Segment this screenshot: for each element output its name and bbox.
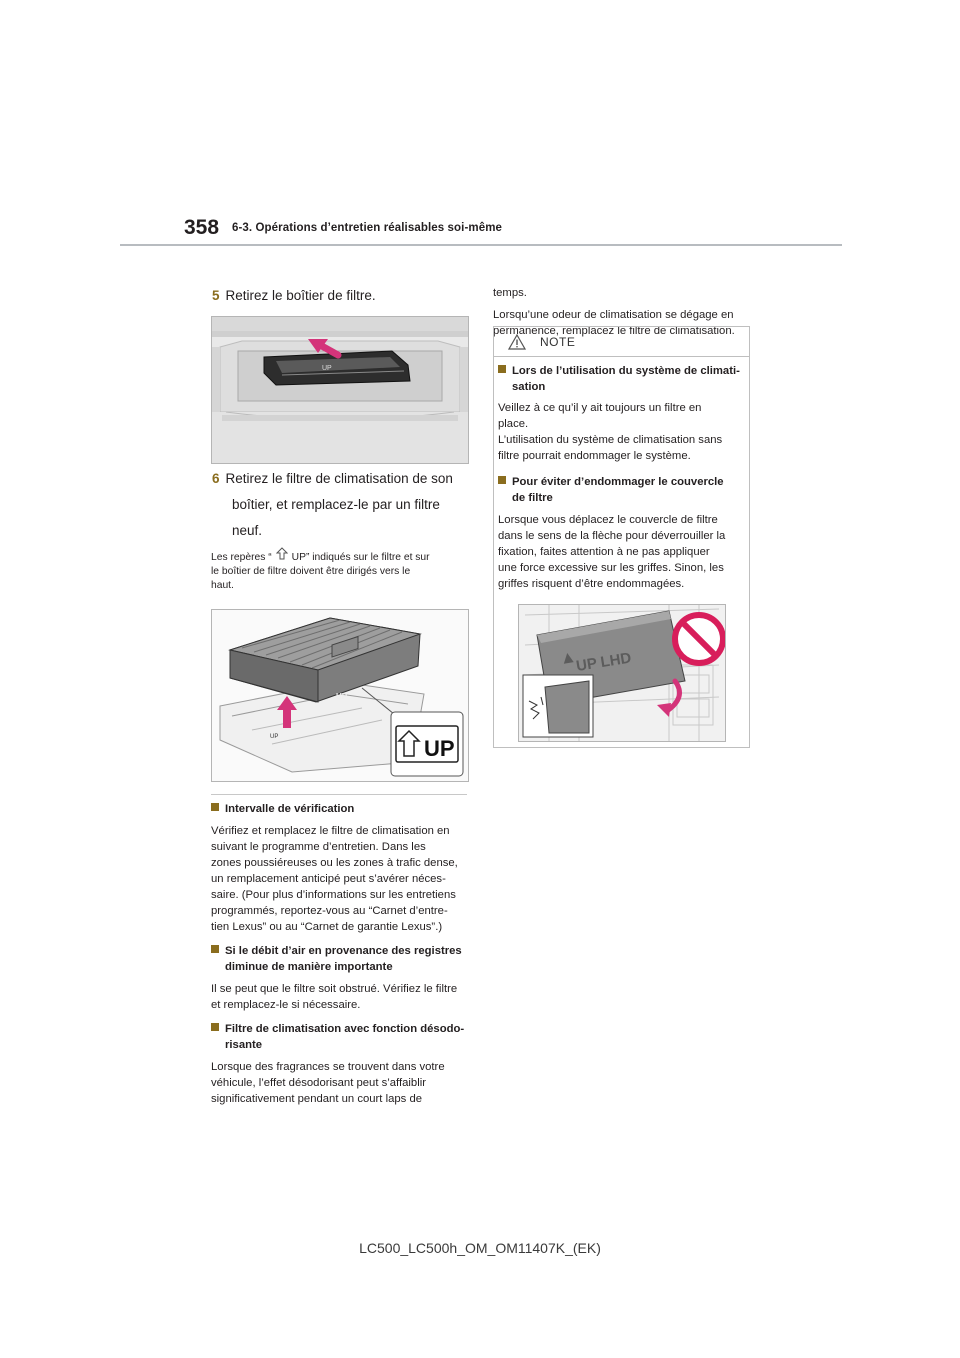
step-number: 5 (212, 288, 220, 303)
section-title-airflow: Si le débit d’air en provenance des registres diminue de manière importante (211, 943, 462, 975)
caption-post: UP” indiqués sur le filtre et sur (291, 552, 430, 563)
filter-housing-illustration (212, 317, 468, 463)
filter-label-small: UP (322, 365, 332, 372)
section-body-deodorizing: Lorsque des fragrances se trouvent dans votre véhicule, l’effet désodorisant peut s’affaiblir significativement pendant un court laps de (211, 1061, 445, 1105)
section-body-airflow: Il se peut que le filtre soit obstrué. Vérifiez le filtre et remplacez-le si nécessaire. (211, 983, 458, 1011)
filter-up-label: UP (336, 692, 348, 701)
figure-filter-cover (518, 604, 726, 742)
step-5 (212, 283, 376, 309)
note-title: NOTE (540, 335, 576, 349)
up-arrow-icon (272, 547, 292, 565)
square-bullet-icon (211, 945, 219, 953)
note-section-title-cover: Pour éviter d’endommager le couvercle de filtre (498, 474, 748, 506)
tray-label: UP (270, 734, 279, 740)
section-title-deodorizing: Filtre de climatisation avec fonction désodo- risante (211, 1021, 464, 1053)
caption-line-2: le boîtier de filtre doivent être dirigés vers le (211, 566, 411, 577)
section-divider (211, 794, 467, 795)
caption-line-3: haut. (211, 580, 234, 591)
filter-cover-illustration (519, 605, 725, 741)
figure-filter (211, 609, 469, 782)
section-title-interval: Intervalle de vérification (211, 801, 354, 817)
square-bullet-icon (211, 1023, 219, 1031)
figure-caption (211, 547, 469, 593)
warning-triangle-icon (508, 334, 526, 350)
up-lhd-label: UP LHD (574, 649, 633, 675)
square-bullet-icon (211, 803, 219, 811)
note-section-body-ac: Veillez à ce qu’il y ait toujours un filtre en place. L’utilisation du système de climatisation sans filtre pourrait endommager le système. (498, 402, 723, 462)
document-footer: LC500_LC500h_OM_OM11407K_(EK) (359, 1240, 601, 1256)
header-rule (120, 244, 842, 246)
square-bullet-icon (498, 365, 506, 373)
square-bullet-icon (498, 476, 506, 484)
figure-filter-housing (211, 316, 469, 464)
step-text: Retirez le boîtier de filtre. (225, 288, 376, 303)
step-text-line-2: boîtier, et remplacez-le par un filtre (232, 497, 440, 512)
caption-pre: Les repères “ (211, 552, 272, 563)
note-section-title-ac: Lors de l’utilisation du système de climati- sation (498, 363, 748, 395)
filter-illustration (212, 610, 468, 781)
note-box (493, 326, 750, 748)
page-number: 358 (184, 216, 220, 239)
note-section-body-cover: Lorsque vous déplacez le couvercle de filtre dans le sens de la flèche pour déverrouiller la fixation, faites attention à ne pas appliquer une force excessive sur les griffes. Sinon, les griffes risquent d’être endommagées. (498, 514, 726, 590)
step-text-line-3: neuf. (232, 523, 263, 538)
prohibited-icon (675, 615, 723, 663)
step-6 (212, 466, 453, 544)
note-header (494, 327, 749, 357)
continued-text: temps. Lorsqu’une odeur de climatisation se dégage en permanence, remplacez le filtre de climatisation. (493, 287, 735, 337)
step-number: 6 (212, 471, 220, 486)
up-label: UP (424, 736, 455, 761)
chapter-title: 6-3. Opérations d’entretien réalisables soi-même (232, 222, 503, 234)
section-body-interval: Vérifiez et remplacez le filtre de climatisation en suivant le programme d’entretien. Dans les zones poussiéreuses ou les zones à trafic dense, un remplacement anticipé peut s’avérer néces- saire. (Pour plus d’informations sur les entretiens programmés, reportez-vous au “Carnet d’entre- tien Lexus” ou au “Carnet de garantie Lexus”.) (211, 825, 458, 933)
step-text-line-1: Retirez le filtre de climatisation de son (225, 471, 453, 486)
